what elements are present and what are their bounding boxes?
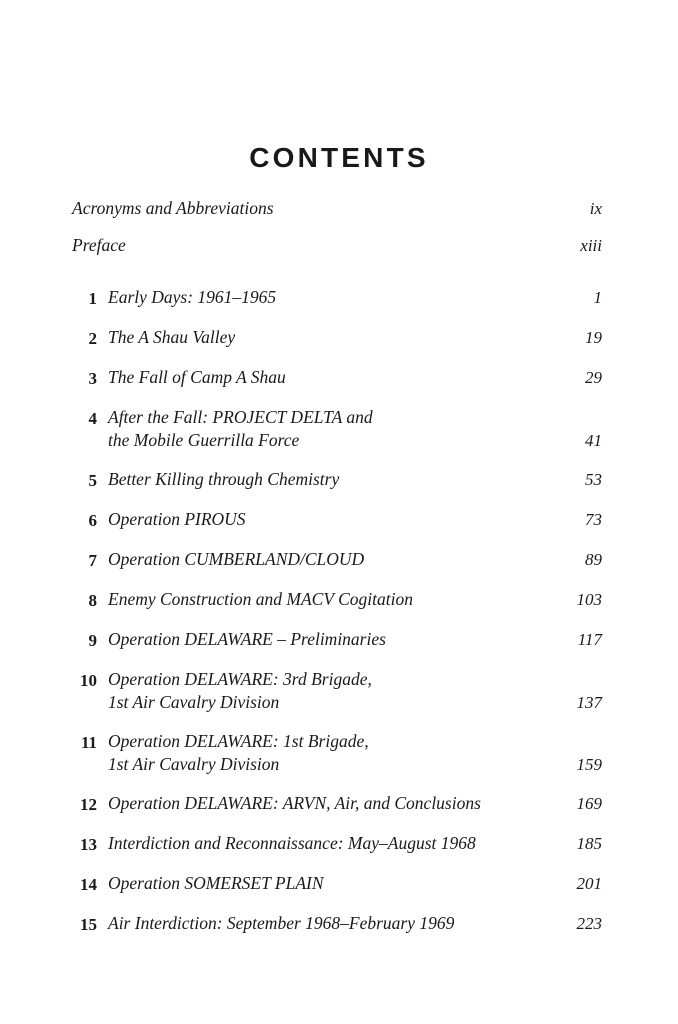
chapter-number: 5 bbox=[88, 471, 97, 490]
toc-chapter-row[interactable] bbox=[72, 628, 602, 652]
toc-chapter-row[interactable] bbox=[72, 588, 602, 612]
toc-chapter-row[interactable] bbox=[72, 326, 602, 350]
chapter-page-number: 53 bbox=[585, 470, 602, 489]
chapter-title bbox=[97, 508, 556, 531]
chapter-page-number: 19 bbox=[585, 328, 602, 347]
front-matter-page-number: xiii bbox=[580, 236, 602, 255]
toc-chapter-row[interactable] bbox=[72, 548, 602, 572]
chapter-number: 8 bbox=[88, 591, 97, 610]
chapter-page-number: 1 bbox=[593, 288, 602, 307]
chapter-number: 13 bbox=[80, 835, 97, 854]
chapter-title-line: The Fall of Camp A Shau bbox=[108, 367, 286, 387]
chapter-title-line: Operation DELAWARE: 3rd Brigade, bbox=[108, 669, 372, 689]
chapter-number: 6 bbox=[88, 511, 97, 530]
toc-chapter-row[interactable] bbox=[72, 366, 602, 390]
chapter-title bbox=[97, 286, 556, 309]
chapter-title bbox=[97, 668, 556, 714]
chapter-number: 14 bbox=[80, 875, 97, 894]
toc-chapter-row[interactable] bbox=[72, 508, 602, 532]
chapter-title-line: Operation CUMBERLAND/CLOUD bbox=[108, 549, 365, 569]
toc-chapter-row[interactable] bbox=[72, 668, 602, 714]
chapter-number: 4 bbox=[88, 409, 97, 428]
chapter-page-number: 89 bbox=[585, 550, 602, 569]
chapter-page-number: 201 bbox=[576, 874, 602, 893]
toc-chapter-row[interactable] bbox=[72, 406, 602, 452]
chapter-page-number: 103 bbox=[576, 590, 602, 609]
toc-chapter-row[interactable] bbox=[72, 872, 602, 896]
chapter-title-line: Operation SOMERSET PLAIN bbox=[108, 873, 324, 893]
chapter-title-line: 1st Air Cavalry Division bbox=[108, 692, 280, 712]
front-matter-group bbox=[72, 198, 602, 256]
chapter-title bbox=[97, 548, 556, 571]
chapter-title bbox=[97, 792, 556, 815]
chapter-title bbox=[97, 730, 556, 776]
chapter-title-line: Better Killing through Chemistry bbox=[108, 469, 340, 489]
chapter-number: 7 bbox=[88, 551, 97, 570]
chapter-page-number: 117 bbox=[577, 630, 602, 649]
chapter-title-line: Operation DELAWARE: 1st Brigade, bbox=[108, 731, 369, 751]
toc-front-matter-row[interactable] bbox=[72, 198, 602, 219]
front-matter-title: Acronyms and Abbreviations bbox=[72, 198, 274, 218]
chapter-number: 11 bbox=[80, 733, 97, 752]
chapter-title bbox=[97, 468, 556, 491]
toc-list bbox=[72, 198, 602, 952]
toc-chapter-row[interactable] bbox=[72, 286, 602, 310]
chapter-number: 12 bbox=[80, 795, 97, 814]
chapter-page-number: 73 bbox=[585, 510, 602, 529]
chapter-title-line: 1st Air Cavalry Division bbox=[108, 754, 280, 774]
chapter-title bbox=[97, 872, 556, 895]
chapter-number: 1 bbox=[88, 289, 97, 308]
chapter-number: 2 bbox=[88, 329, 97, 348]
chapter-title-line: the Mobile Guerrilla Force bbox=[108, 430, 300, 450]
chapter-title bbox=[97, 832, 556, 855]
page-title: CONTENTS bbox=[249, 142, 429, 173]
chapter-title-line: Enemy Construction and MACV Cogitation bbox=[108, 589, 413, 609]
chapter-page-number: 185 bbox=[576, 834, 602, 853]
toc-front-matter-row[interactable] bbox=[72, 235, 602, 256]
toc-chapter-row[interactable] bbox=[72, 792, 602, 816]
chapter-page-number: 137 bbox=[576, 693, 602, 712]
chapter-page-number: 29 bbox=[585, 368, 602, 387]
toc-chapter-row[interactable] bbox=[72, 730, 602, 776]
chapter-page-number: 159 bbox=[576, 755, 602, 774]
chapter-number: 3 bbox=[88, 369, 97, 388]
chapter-title-line: After the Fall: PROJECT DELTA and bbox=[108, 407, 373, 427]
chapter-group bbox=[72, 286, 602, 936]
chapter-page-number: 169 bbox=[576, 794, 602, 813]
toc-chapter-row[interactable] bbox=[72, 912, 602, 936]
chapter-page-number: 223 bbox=[576, 914, 602, 933]
chapter-title-line: Early Days: 1961–1965 bbox=[108, 287, 277, 307]
chapter-title-line: The A Shau Valley bbox=[108, 327, 236, 347]
chapter-title bbox=[97, 326, 556, 349]
front-matter-page-number: ix bbox=[589, 199, 602, 218]
chapter-title bbox=[97, 588, 556, 611]
chapter-title-line: Operation DELAWARE: ARVN, Air, and Conclusions bbox=[108, 793, 481, 813]
chapter-title bbox=[97, 628, 556, 651]
chapter-title bbox=[97, 912, 556, 935]
chapter-title-line: Air Interdiction: September 1968–February 1969 bbox=[108, 913, 455, 933]
chapter-page-number: 41 bbox=[585, 431, 602, 450]
chapter-number: 10 bbox=[80, 671, 97, 690]
chapter-title bbox=[97, 366, 556, 389]
toc-chapter-row[interactable] bbox=[72, 468, 602, 492]
chapter-title-line: Operation PIROUS bbox=[108, 509, 246, 529]
chapter-number: 15 bbox=[80, 915, 97, 934]
front-matter-title: Preface bbox=[72, 235, 126, 255]
toc-chapter-row[interactable] bbox=[72, 832, 602, 856]
chapter-title bbox=[97, 406, 556, 452]
chapter-title-line: Operation DELAWARE – Preliminaries bbox=[108, 629, 386, 649]
section-spacer bbox=[72, 272, 602, 286]
chapter-title-line: Interdiction and Reconnaissance: May–August 1968 bbox=[108, 833, 476, 853]
chapter-number: 9 bbox=[88, 631, 97, 650]
